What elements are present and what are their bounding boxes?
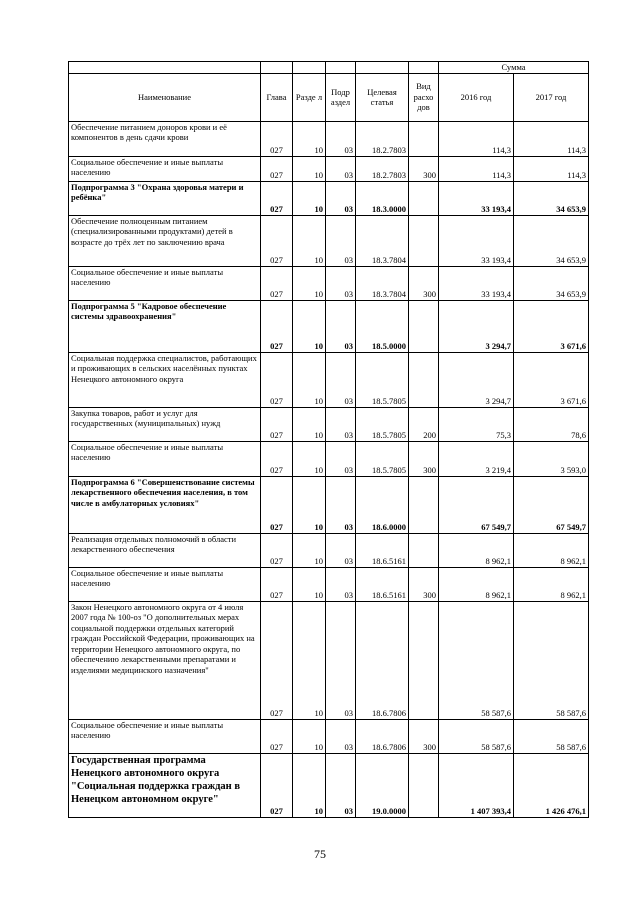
table-row xyxy=(69,441,589,476)
row-2017-cell: 58 587,6 xyxy=(514,719,589,753)
row-2017-cell: 3 671,6 xyxy=(514,352,589,407)
page-number: 75 xyxy=(314,847,326,861)
row-type-cell xyxy=(409,352,439,407)
row-2016-cell: 114,3 xyxy=(439,121,514,156)
row-name-cell: Социальное обеспечение и иные выплаты населению xyxy=(69,156,261,181)
row-section-cell: 10 xyxy=(293,121,326,156)
row-type-cell xyxy=(409,181,439,215)
row-name-cell: Подпрограмма 6 "Совершенствование системы лекарственного обеспечения населения, в том числе в амбулаторных условиях" xyxy=(69,476,261,533)
row-2016-cell: 75,3 xyxy=(439,407,514,441)
header-year-2017: 2017 год xyxy=(514,73,589,121)
row-type-cell: 300 xyxy=(409,567,439,601)
row-2017-cell: 34 653,9 xyxy=(514,266,589,300)
header-subsection: Подр аздел xyxy=(326,73,356,121)
table-row xyxy=(69,215,589,266)
row-subsection-cell: 03 xyxy=(326,300,356,352)
row-chapter-cell: 027 xyxy=(261,567,293,601)
row-2017-cell: 67 549,7 xyxy=(514,476,589,533)
row-chapter-cell: 027 xyxy=(261,266,293,300)
row-2017-cell: 3 671,6 xyxy=(514,300,589,352)
row-section-cell: 10 xyxy=(293,753,326,817)
table-row xyxy=(69,753,589,817)
header-blank-cell xyxy=(261,62,293,74)
header-blank-cell xyxy=(69,62,261,74)
row-chapter-cell: 027 xyxy=(261,407,293,441)
row-target-cell: 18.6.5161 xyxy=(356,567,409,601)
row-target-cell: 18.5.7805 xyxy=(356,352,409,407)
row-2016-cell: 3 294,7 xyxy=(439,352,514,407)
row-subsection-cell: 03 xyxy=(326,266,356,300)
row-subsection-cell: 03 xyxy=(326,441,356,476)
row-section-cell: 10 xyxy=(293,352,326,407)
row-type-cell xyxy=(409,121,439,156)
row-2016-cell: 33 193,4 xyxy=(439,181,514,215)
row-name-cell: Закон Ненецкого автономного округа от 4 июля 2007 года № 100-оз "О дополнительных мерах социальной поддержки отдельных категорий граждан Российской Федерации, проживающих на территории Ненецкого автономного округа, по обеспечению лекарственными препаратами и изделиями медицинского назначения" xyxy=(69,601,261,719)
row-name-cell: Социальная поддержка специалистов, работающих и проживающих в сельских населённых пунктах Ненецкого автономного округа xyxy=(69,352,261,407)
row-subsection-cell: 03 xyxy=(326,352,356,407)
row-2016-cell: 114,3 xyxy=(439,156,514,181)
header-blank-cell xyxy=(326,62,356,74)
row-2016-cell: 3 219,4 xyxy=(439,441,514,476)
row-type-cell xyxy=(409,533,439,567)
row-subsection-cell: 03 xyxy=(326,476,356,533)
header-expense-type: Вид расхо дов xyxy=(409,73,439,121)
table-row xyxy=(69,533,589,567)
row-chapter-cell: 027 xyxy=(261,533,293,567)
table-row xyxy=(69,719,589,753)
row-target-cell: 19.0.0000 xyxy=(356,753,409,817)
row-chapter-cell: 027 xyxy=(261,719,293,753)
row-section-cell: 10 xyxy=(293,601,326,719)
row-2016-cell: 67 549,7 xyxy=(439,476,514,533)
row-target-cell: 18.6.7806 xyxy=(356,719,409,753)
row-target-cell: 18.3.7804 xyxy=(356,266,409,300)
row-2017-cell: 114,3 xyxy=(514,121,589,156)
row-chapter-cell: 027 xyxy=(261,300,293,352)
row-2017-cell: 8 962,1 xyxy=(514,533,589,567)
header-target: Целевая статья xyxy=(356,73,409,121)
row-2017-cell: 3 593,0 xyxy=(514,441,589,476)
header-row xyxy=(69,73,589,121)
row-name-cell: Социальное обеспечение и иные выплаты населению xyxy=(69,719,261,753)
row-target-cell: 18.5.7805 xyxy=(356,441,409,476)
row-target-cell: 18.6.0000 xyxy=(356,476,409,533)
row-subsection-cell: 03 xyxy=(326,533,356,567)
table-row xyxy=(69,407,589,441)
table-body xyxy=(69,121,589,817)
row-2017-cell: 58 587,6 xyxy=(514,601,589,719)
row-2016-cell: 8 962,1 xyxy=(439,533,514,567)
table-row xyxy=(69,121,589,156)
row-2016-cell: 1 407 393,4 xyxy=(439,753,514,817)
row-type-cell xyxy=(409,300,439,352)
table-row xyxy=(69,300,589,352)
row-type-cell: 300 xyxy=(409,441,439,476)
row-type-cell xyxy=(409,753,439,817)
row-type-cell: 300 xyxy=(409,266,439,300)
table-row xyxy=(69,601,589,719)
row-section-cell: 10 xyxy=(293,476,326,533)
table-row xyxy=(69,476,589,533)
row-section-cell: 10 xyxy=(293,215,326,266)
header-chapter: Глава xyxy=(261,73,293,121)
row-subsection-cell: 03 xyxy=(326,215,356,266)
row-2016-cell: 33 193,4 xyxy=(439,266,514,300)
row-chapter-cell: 027 xyxy=(261,181,293,215)
row-2017-cell: 34 653,9 xyxy=(514,215,589,266)
table-row xyxy=(69,266,589,300)
row-subsection-cell: 03 xyxy=(326,121,356,156)
header-blank-cell xyxy=(356,62,409,74)
row-name-cell: Социальное обеспечение и иные выплаты населению xyxy=(69,441,261,476)
row-subsection-cell: 03 xyxy=(326,567,356,601)
row-type-cell xyxy=(409,476,439,533)
row-name-cell: Закупка товаров, работ и услуг для государственных (муниципальных) нужд xyxy=(69,407,261,441)
row-chapter-cell: 027 xyxy=(261,476,293,533)
header-name: Наименование xyxy=(69,73,261,121)
row-section-cell: 10 xyxy=(293,300,326,352)
row-section-cell: 10 xyxy=(293,407,326,441)
row-2016-cell: 58 587,6 xyxy=(439,719,514,753)
row-type-cell: 300 xyxy=(409,156,439,181)
header-row-top xyxy=(69,62,589,74)
row-2017-cell: 8 962,1 xyxy=(514,567,589,601)
row-name-cell: Государственная программа Ненецкого автономного округа "Социальная поддержка граждан в Ненецком автономном округе" xyxy=(69,753,261,817)
row-chapter-cell: 027 xyxy=(261,441,293,476)
row-chapter-cell: 027 xyxy=(261,215,293,266)
row-type-cell xyxy=(409,215,439,266)
row-name-cell: Подпрограмма 3 "Охрана здоровья матери и ребёнка" xyxy=(69,181,261,215)
row-type-cell: 200 xyxy=(409,407,439,441)
row-subsection-cell: 03 xyxy=(326,719,356,753)
row-2017-cell: 114,3 xyxy=(514,156,589,181)
row-target-cell: 18.3.0000 xyxy=(356,181,409,215)
row-target-cell: 18.3.7804 xyxy=(356,215,409,266)
row-chapter-cell: 027 xyxy=(261,352,293,407)
row-section-cell: 10 xyxy=(293,181,326,215)
table-row xyxy=(69,156,589,181)
row-2016-cell: 33 193,4 xyxy=(439,215,514,266)
table-row xyxy=(69,181,589,215)
row-section-cell: 10 xyxy=(293,533,326,567)
row-section-cell: 10 xyxy=(293,441,326,476)
row-section-cell: 10 xyxy=(293,719,326,753)
row-subsection-cell: 03 xyxy=(326,156,356,181)
row-section-cell: 10 xyxy=(293,156,326,181)
header-blank-cell xyxy=(409,62,439,74)
row-name-cell: Обеспечение полноценным питанием (специализированными продуктами) детей в возрасте до трёх лет по заключению врача xyxy=(69,215,261,266)
row-target-cell: 18.5.0000 xyxy=(356,300,409,352)
row-subsection-cell: 03 xyxy=(326,181,356,215)
header-section: Разде л xyxy=(293,73,326,121)
row-subsection-cell: 03 xyxy=(326,601,356,719)
row-subsection-cell: 03 xyxy=(326,753,356,817)
row-2016-cell: 8 962,1 xyxy=(439,567,514,601)
row-chapter-cell: 027 xyxy=(261,601,293,719)
row-2017-cell: 1 426 476,1 xyxy=(514,753,589,817)
row-target-cell: 18.6.5161 xyxy=(356,533,409,567)
row-target-cell: 18.5.7805 xyxy=(356,407,409,441)
row-chapter-cell: 027 xyxy=(261,753,293,817)
row-section-cell: 10 xyxy=(293,567,326,601)
table-row xyxy=(69,352,589,407)
row-chapter-cell: 027 xyxy=(261,156,293,181)
table-row xyxy=(69,567,589,601)
row-name-cell: Социальное обеспечение и иные выплаты населению xyxy=(69,567,261,601)
budget-table xyxy=(68,61,589,818)
row-subsection-cell: 03 xyxy=(326,407,356,441)
row-2016-cell: 58 587,6 xyxy=(439,601,514,719)
row-section-cell: 10 xyxy=(293,266,326,300)
header-blank-cell xyxy=(293,62,326,74)
row-2016-cell: 3 294,7 xyxy=(439,300,514,352)
row-type-cell xyxy=(409,601,439,719)
header-sum: Сумма xyxy=(439,62,589,74)
row-chapter-cell: 027 xyxy=(261,121,293,156)
row-name-cell: Обеспечение питанием доноров крови и её компонентов в день сдачи крови xyxy=(69,121,261,156)
row-2017-cell: 78,6 xyxy=(514,407,589,441)
row-target-cell: 18.6.7806 xyxy=(356,601,409,719)
header-year-2016: 2016 год xyxy=(439,73,514,121)
row-type-cell: 300 xyxy=(409,719,439,753)
row-name-cell: Подпрограмма 5 "Кадровое обеспечение системы здравоохранения" xyxy=(69,300,261,352)
row-target-cell: 18.2.7803 xyxy=(356,121,409,156)
row-2017-cell: 34 653,9 xyxy=(514,181,589,215)
row-name-cell: Социальное обеспечение и иные выплаты населению xyxy=(69,266,261,300)
row-target-cell: 18.2.7803 xyxy=(356,156,409,181)
row-name-cell: Реализация отдельных полномочий в области лекарственного обеспечения xyxy=(69,533,261,567)
